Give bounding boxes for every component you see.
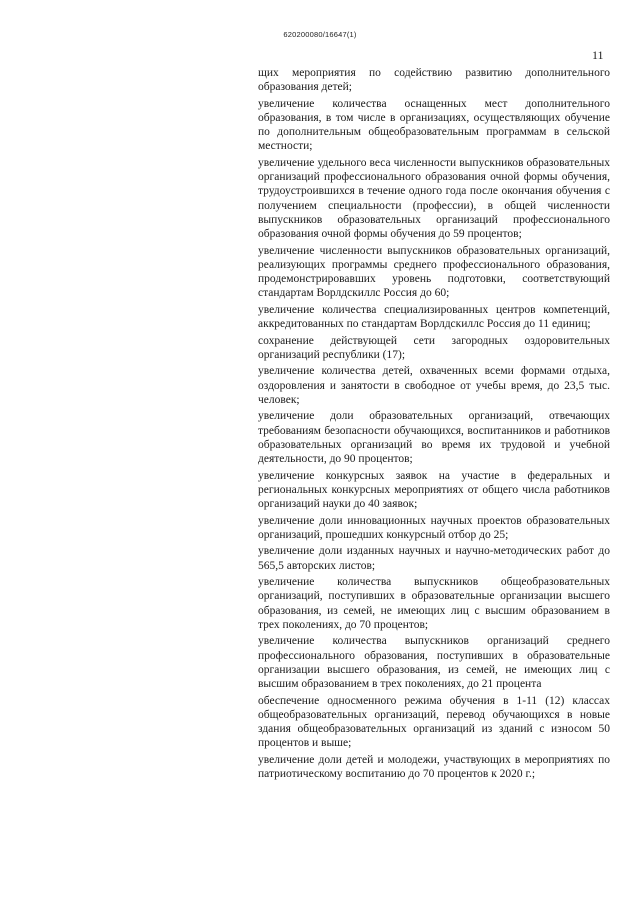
- document-id: 620200080/16647(1): [283, 30, 357, 39]
- list-item: щих мероприятия по содействию развитию дополнительного образования детей;: [258, 67, 610, 94]
- list-item: увеличение численности выпускников образовательных организаций, реализующих программы среднего профессионального образования, продемонстрировавших уровень подготовки, соответствующий стандартам Ворлдскиллс Россия до 60;: [258, 244, 610, 300]
- list-item: увеличение количества оснащенных мест дополнительного образования, в том числе в организациях, осуществляющих обучение по дополнительным общеобразовательным программам в сельской местности;: [258, 97, 610, 153]
- list-item: увеличение количества специализированных центров компетенций, аккредитованных по стандартам Ворлдскиллс Россия до 11 единиц;: [258, 303, 610, 331]
- list-item: увеличение конкурсных заявок на участие в федеральных и региональных конкурсных мероприятиях от общего числа работников организаций науки до 40 заявок;: [258, 469, 610, 511]
- list-item: обеспечение односменного режима обучения в 1-11 (12) классах общеобразовательных организаций, перевод обучающихся в новые здания общеобразовательных организаций из зданий с износом 50 процентов и выше;: [258, 694, 610, 750]
- page-number: 11: [592, 48, 604, 62]
- list-item: увеличение доли изданных научных и научно-методических работ до 565,5 авторских листов;: [258, 545, 610, 572]
- list-item: увеличение удельного веса численности выпускников образовательных организаций профессионального образования очной формы обучения, трудоустроившихся в течение одного года после окончания обучения с получением специальности (профессии), в общей численности выпускников образовательных организаций профессионального образования очной формы обучения до 59 процентов;: [258, 157, 610, 241]
- list-item: увеличение доли инновационных научных проектов образовательных организаций, прошедших конкурсный отбор до 25;: [258, 514, 610, 541]
- list-item: сохранение действующей сети загородных оздоровительных организаций республики (17);: [258, 334, 610, 361]
- list-item: увеличение доли образовательных организаций, отвечающих требованиям безопасности обучающихся, воспитанников и работников образовательных организаций во время их трудовой и учебной деятельности, до 90 процентов;: [258, 410, 610, 466]
- list-item: увеличение количества выпускников общеобразовательных организаций, поступивших в образовательные организации высшего образования, из семей, не имеющих лиц с высшим образованием в трех поколениях, до 70 процентов;: [258, 576, 610, 631]
- list-item: увеличение количества детей, охваченных всеми формами отдыха, оздоровления и занятости в свободное от учебы время, до 23,5 тыс. человек;: [258, 365, 610, 406]
- list-item: увеличение количества выпускников организаций среднего профессионального образования, поступивших в образовательные организации высшего образования, из семей, не имеющих лиц с высшим образованием в трех поколениях, до 21 процента: [258, 635, 610, 691]
- document-body: [258, 66, 610, 784]
- list-item: увеличение доли детей и молодежи, участвующих в мероприятиях по патриотическому воспитанию до 70 процентов к 2020 г.;: [258, 753, 610, 781]
